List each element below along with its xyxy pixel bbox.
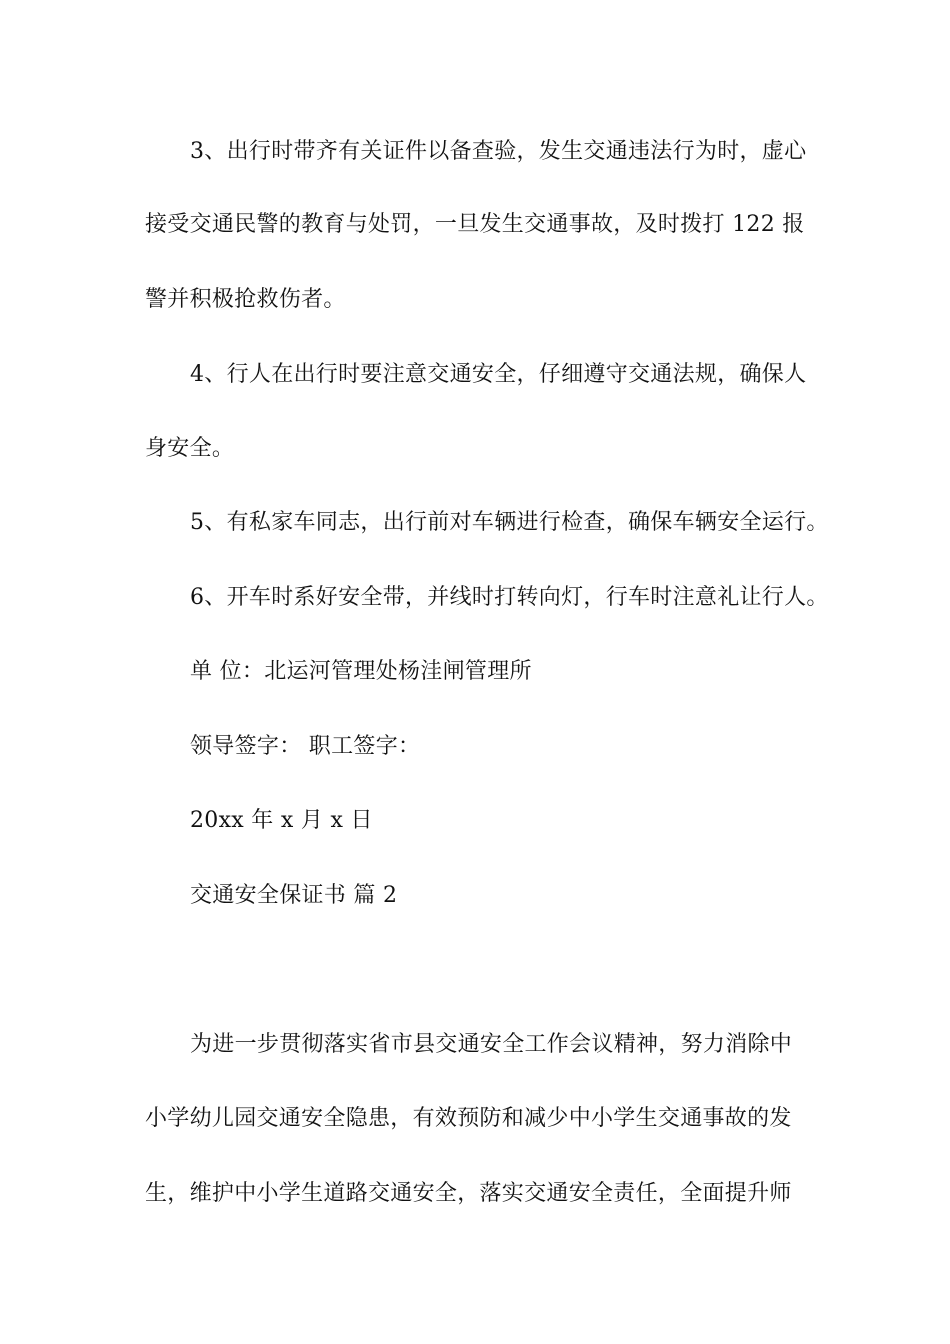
paragraph-3-line-2: 接受交通民警的教育与处罚，一旦发生交通事故，及时拨打 122 报 [145, 212, 805, 237]
paragraph-p2-line-1: 为进一步贯彻落实省市县交通安全工作会议精神，努力消除中 [190, 1032, 793, 1057]
paragraph-4-line-2: 身安全。 [145, 436, 235, 461]
paragraph-5: 5、有私家车同志，出行前对车辆进行检查，确保车辆安全运行。 [190, 510, 829, 535]
section-heading: 交通安全保证书 篇 2 [190, 883, 398, 908]
paragraph-p2-line-3: 生，维护中小学生道路交通安全，落实交通安全责任，全面提升师 [145, 1181, 792, 1206]
date-line: 20xx 年 x 月 x 日 [190, 808, 373, 833]
paragraph-3-line-1: 3、出行时带齐有关证件以备查验，发生交通违法行为时，虚心 [190, 139, 807, 164]
paragraph-p2-line-2: 小学幼儿园交通安全隐患，有效预防和减少中小学生交通事故的发 [145, 1106, 792, 1131]
signature-line: 领导签字： 职工签字： [190, 734, 421, 759]
paragraph-3-line-3: 警并积极抢救伤者。 [145, 287, 346, 312]
unit-line: 单 位：北运河管理处杨洼闸管理所 [190, 659, 532, 684]
paragraph-4-line-1: 4、行人在出行时要注意交通安全，仔细遵守交通法规，确保人 [190, 362, 807, 387]
paragraph-6: 6、开车时系好安全带，并线时打转向灯，行车时注意礼让行人。 [190, 585, 829, 610]
